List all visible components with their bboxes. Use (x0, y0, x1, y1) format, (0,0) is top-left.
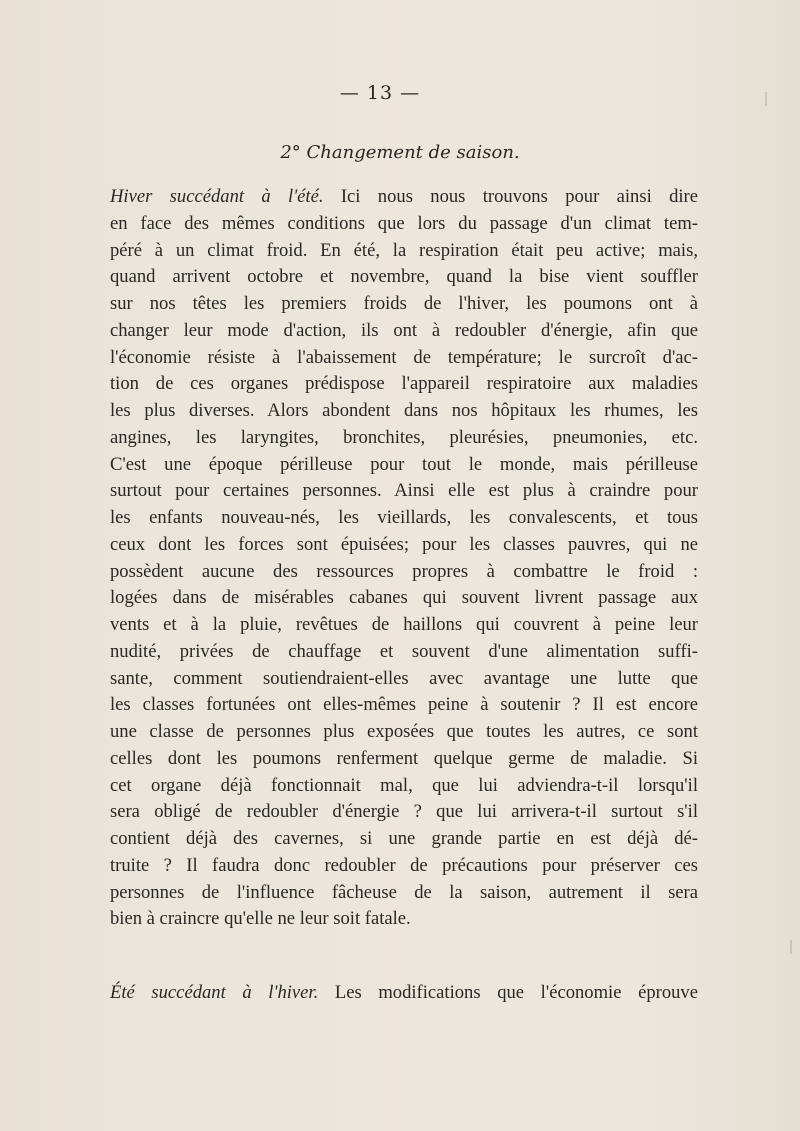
text-line: C'est une époque périlleuse pour tout le monde, mais périlleuse (110, 453, 698, 475)
text-line: bien à craincre qu'elle ne leur soit fatale. (110, 908, 411, 930)
section-heading: 2° Changement de saison. (280, 142, 520, 163)
paragraph-lead: Hiver succédant à l'été. (110, 186, 324, 207)
text-line: vents et à la pluie, revêtues de haillons qui couvrent à peine leur (110, 614, 698, 635)
text-line: tion de ces organes prédispose l'appareil respiratoire aux maladies (110, 373, 698, 395)
text-line: personnes de l'influence fâcheuse de la saison, autrement il sera (110, 881, 698, 903)
text-line: ceux dont les forces sont épuisées; pour les classes pauvres, qui ne (110, 533, 698, 555)
scan-mark (790, 940, 792, 954)
text-line: les classes fortunées ont elles-mêmes peine à soutenir ? Il est encore (110, 694, 698, 716)
text-line: possèdent aucune des ressources propres à combattre le froid : (110, 560, 698, 582)
paragraph-lead: Été succédant à l'hiver. (110, 982, 319, 1003)
text-line: en face des mêmes conditions que lors du passage d'un climat tem- (110, 212, 698, 234)
text-line: truite ? Il faudra donc redoubler de précautions pour préserver ces (110, 854, 698, 876)
text-line: sante, comment soutiendraient-elles avec avantage une lutte que (110, 667, 698, 689)
text-line: Hiver succédant à l'été. Ici nous nous trouvons pour ainsi dire (110, 186, 698, 207)
text-line: une classe de personnes plus exposées que toutes les autres, ce sont (110, 721, 698, 742)
text-line: logées dans de misérables cabanes qui souvent livrent passage aux (110, 587, 698, 609)
text-line: nudité, privées de chauffage et souvent d'une alimentation suffi- (110, 640, 698, 662)
text-line: Été succédant à l'hiver. Les modifications que l'économie éprouve (110, 982, 698, 1003)
page-number: — 13 — (339, 82, 421, 104)
text-line: les enfants nouveau-nés, les vieillards, les convalescents, et tous (110, 507, 698, 528)
text-line: péré à un climat froid. En été, la respiration était peu active; mais, (110, 239, 698, 261)
text-line: l'économie résiste à l'abaissement de température; le surcroît d'ac- (110, 346, 698, 368)
text-line: cet organe déjà fonctionnait mal, que lui adviendra-t-il lorsqu'il (110, 774, 698, 796)
paragraph-summer (110, 980, 698, 1007)
scan-mark (765, 92, 767, 106)
text-line: changer leur mode d'action, ils ont à redoubler d'énergie, afin que (110, 319, 698, 341)
text-line: sera obligé de redoubler d'énergie ? que lui arrivera-t-il surtout s'il (110, 801, 698, 823)
text-line: celles dont les poumons renferment quelque germe de maladie. Si (110, 747, 698, 769)
text-line: les plus diverses. Alors abondent dans nos hôpitaux les rhumes, les (110, 400, 698, 421)
text-line: surtout pour certaines personnes. Ainsi elle est plus à craindre pour (110, 480, 698, 502)
text-line: angines, les laryngites, bronchites, pleurésies, pneumonies, etc. (110, 426, 698, 448)
text-line: sur nos têtes les premiers froids de l'hiver, les poumons ont à (110, 293, 698, 314)
paragraph-winter (110, 184, 698, 933)
text-line: contient déjà des cavernes, si une grande partie en est déjà dé- (110, 828, 698, 849)
text-line: quand arrivent octobre et novembre, quand la bise vient souffler (110, 266, 698, 288)
